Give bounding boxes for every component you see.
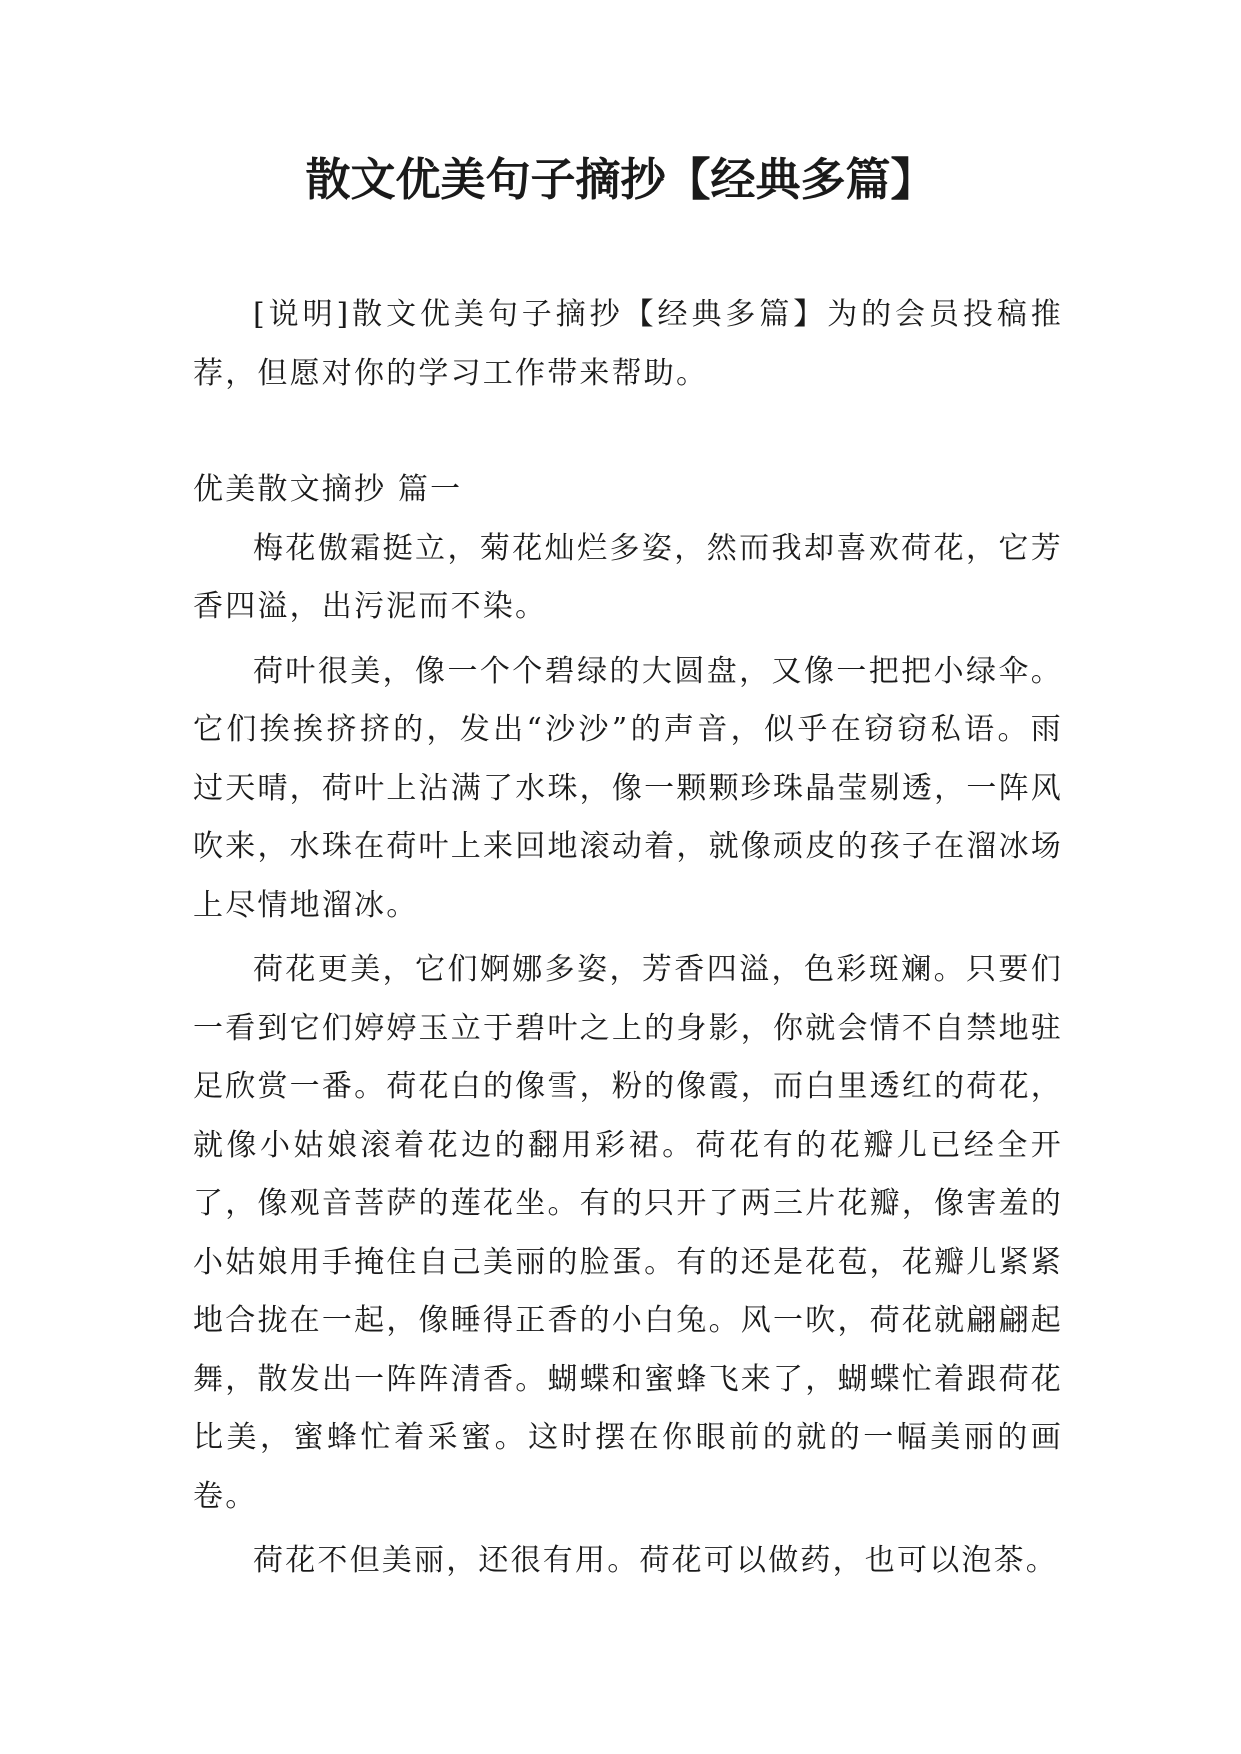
intro-note: [说明]散文优美句子摘抄【经典多篇】为的会员投稿推荐，但愿对你的学习工作带来帮助。 (193, 297, 1063, 391)
paragraph: 荷叶很美，像一个个碧绿的大圆盘，又像一把把小绿伞。它们挨挨挤挤的，发出“沙沙”的声音，似乎在窃窃私语。雨过天晴，荷叶上沾满了水珠，像一颗颗珍珠晶莹剔透，一阵风吹来，水珠在荷叶上来回地滚动着，就像顽皮的孩子在溜冰场上尽情地溜冰。 (193, 653, 1063, 923)
paragraph: 荷花更美，它们婀娜多姿，芳香四溢，色彩斑斓。只要们一看到它们婷婷玉立于碧叶之上的身影，你就会情不自禁地驻足欣赏一番。荷花白的像雪，粉的像霞，而白里透红的荷花，就像小姑娘滚着花边的翻用彩裙。荷花有的花瓣儿已经全开了，像观音菩萨的莲花坐。有的只开了两三片花瓣，像害羞的小姑娘用手掩住自己美丽的脸蛋。有的还是花苞，花瓣儿紧紧地合拢在一起，像睡得正香的小白兔。风一吹，荷花就翩翩起舞，散发出一阵阵清香。蝴蝶和蜜蜂飞来了，蝴蝶忙着跟荷花比美，蜜蜂忙着采蜜。这时摆在你眼前的就的一幅美丽的画卷。 (193, 952, 1063, 1514)
paragraph: 梅花傲霜挺立，菊花灿烂多姿，然而我却喜欢荷花，它芳香四溢，出污泥而不染。 (193, 530, 1063, 624)
document-body (193, 286, 1063, 1597)
paragraph: 荷花不但美丽，还很有用。荷花可以做药，也可以泡茶。 (253, 1543, 1058, 1578)
section-heading: 优美散文摘抄 篇一 (193, 472, 463, 507)
document-title: 散文优美句子摘抄【经典多篇】 (305, 153, 936, 206)
